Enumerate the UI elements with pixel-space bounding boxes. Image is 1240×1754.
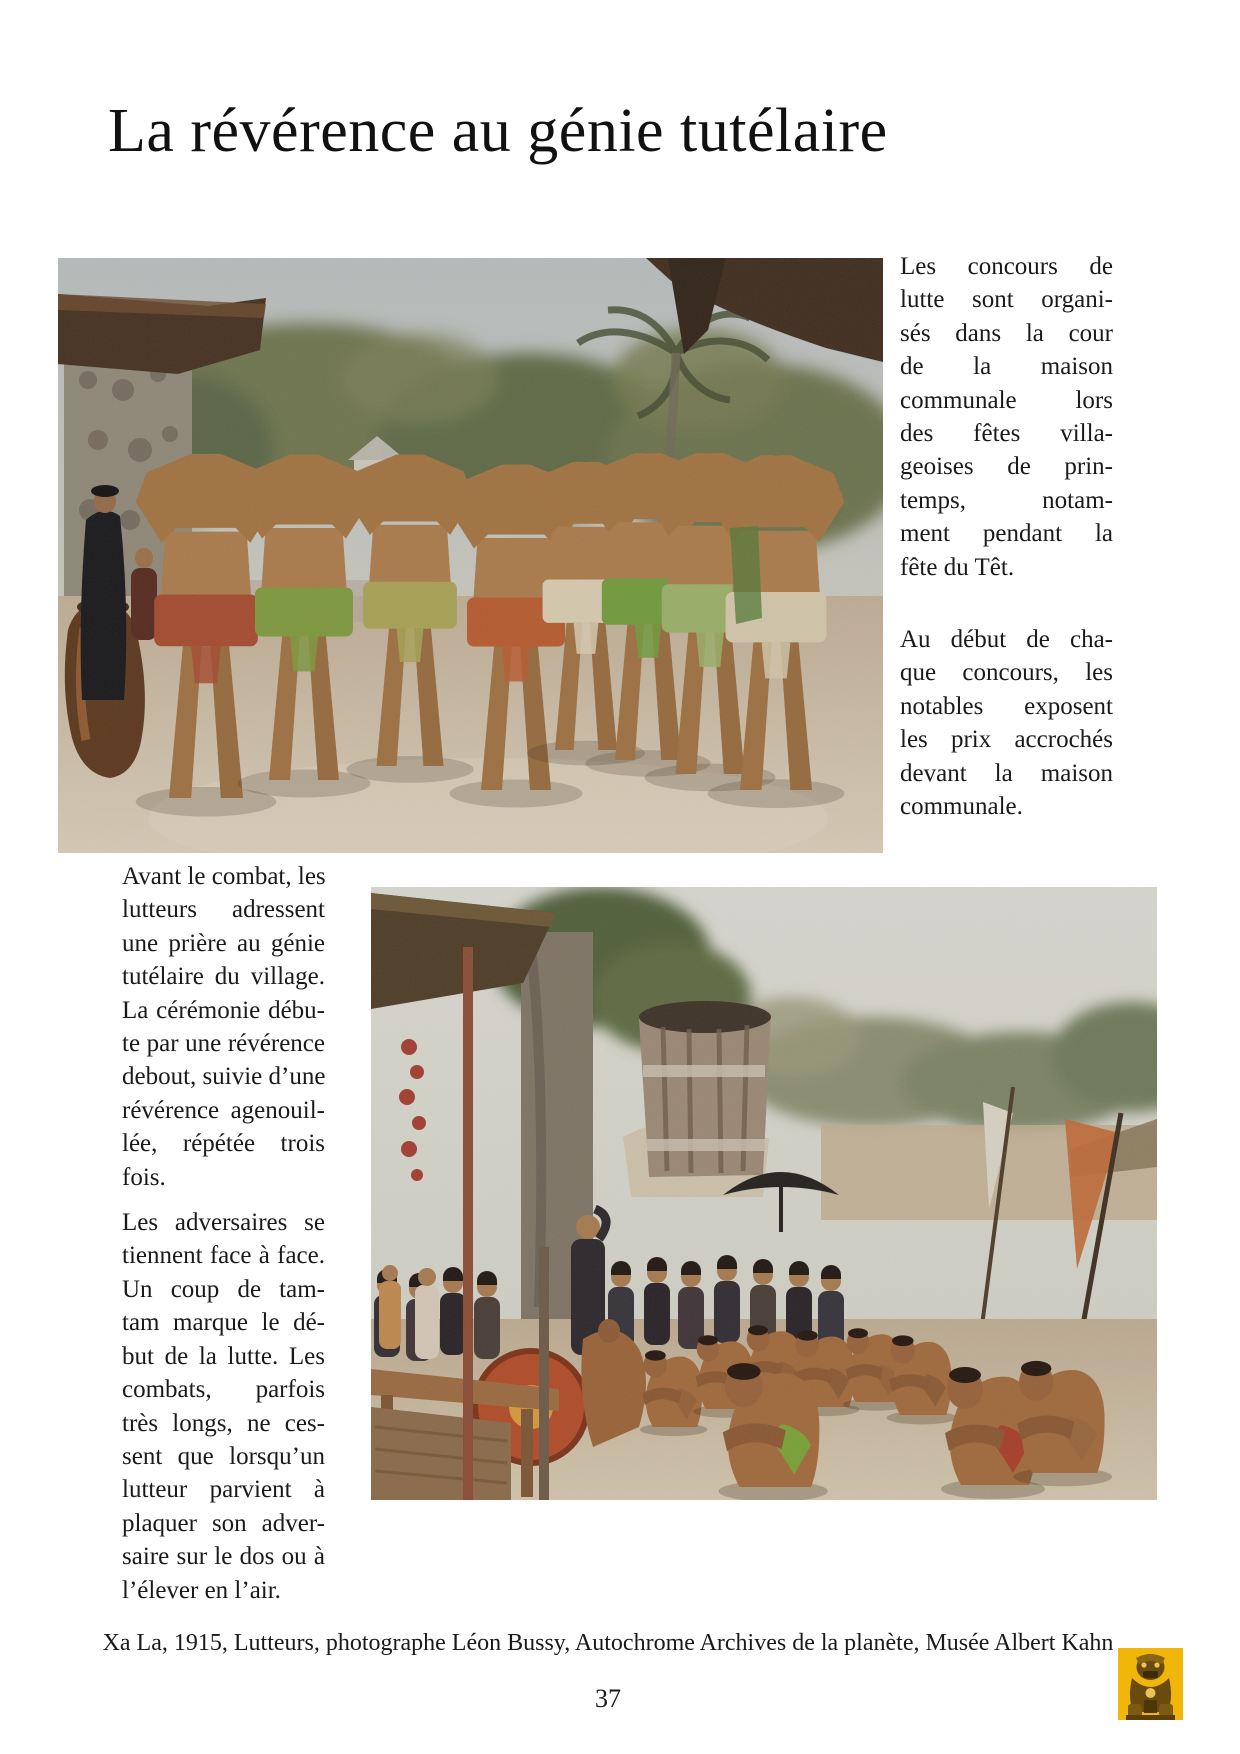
text-line: une prière au génie [122, 929, 325, 957]
wrestlers-photo-illustration [58, 258, 883, 853]
text-line: Au début de cha- [900, 626, 1113, 654]
text-line: fête du Têt. [900, 553, 1015, 581]
text-line: lutte sont organi- [900, 286, 1113, 314]
text-line: que concours, les [900, 659, 1113, 687]
photo-ceremony-gong [371, 887, 1157, 1500]
text-line: combats, parfois [122, 1376, 325, 1404]
text-line: Les adversaires se [122, 1209, 325, 1237]
text-line: but de la lutte. Les [122, 1342, 325, 1370]
text-line: communale. [900, 793, 1023, 821]
photo-wrestlers-salute [58, 258, 883, 853]
text-line: tutélaire du village. [122, 963, 325, 991]
text-line: lée, répétée trois [122, 1130, 325, 1158]
text-line: très longs, ne ces- [122, 1409, 325, 1437]
text-line: communale lors [900, 386, 1113, 414]
page-number: 37 [595, 1684, 621, 1713]
text-line: temps, notam- [900, 486, 1113, 514]
text-line: l’élever en l’air. [122, 1576, 281, 1604]
text-line: Un coup de tam- [122, 1275, 325, 1303]
temple-guardian-logo-icon [1118, 1648, 1183, 1720]
text-line: révérence agenouil- [122, 1096, 325, 1124]
paragraph [900, 250, 1113, 584]
text-line: Les concours de [900, 253, 1113, 280]
text-line: devant la maison [900, 759, 1113, 787]
paragraph [122, 1206, 325, 1607]
photo-caption: Xa La, 1915, Lutteurs, photographe Léon Bussy, Autochrome Archives de la planète, Musée Albert Kahn [102, 1630, 1114, 1656]
guardian-figure [1118, 1648, 1183, 1720]
ceremony-photo-illustration [371, 887, 1157, 1500]
text-line: saire sur le dos ou à [122, 1543, 325, 1571]
paragraph [122, 860, 325, 1194]
text-line: lutteur parvient à [122, 1476, 325, 1504]
text-line: La cérémonie débu- [122, 996, 325, 1024]
text-line: de la maison [900, 353, 1113, 381]
text-line: sés dans la cour [900, 319, 1113, 347]
text-line: plaquer son adver- [122, 1509, 325, 1537]
text-line: tiennent face à face. [122, 1242, 325, 1270]
text-line: ment pendant la [900, 520, 1113, 548]
right-text-column [900, 250, 1113, 824]
text-line: notables exposent [900, 692, 1113, 720]
text-line: te par une révérence [122, 1030, 325, 1058]
text-line: debout, suivie d’une [122, 1063, 326, 1091]
left-text-column [122, 860, 325, 1607]
text-line: des fêtes villa- [900, 420, 1113, 448]
text-line: tam marque le dé- [122, 1309, 325, 1337]
page-title: La révérence au génie tutélaire [108, 97, 888, 165]
text-line: geoises de prin- [900, 453, 1113, 481]
text-line: fois. [122, 1163, 166, 1191]
paragraph [900, 623, 1113, 823]
text-line: les prix accrochés [900, 726, 1113, 754]
text-line: lutteurs adressent [122, 896, 325, 924]
text-line: sent que lorsqu’un [122, 1442, 325, 1470]
text-line: Avant le combat, les [122, 863, 326, 890]
